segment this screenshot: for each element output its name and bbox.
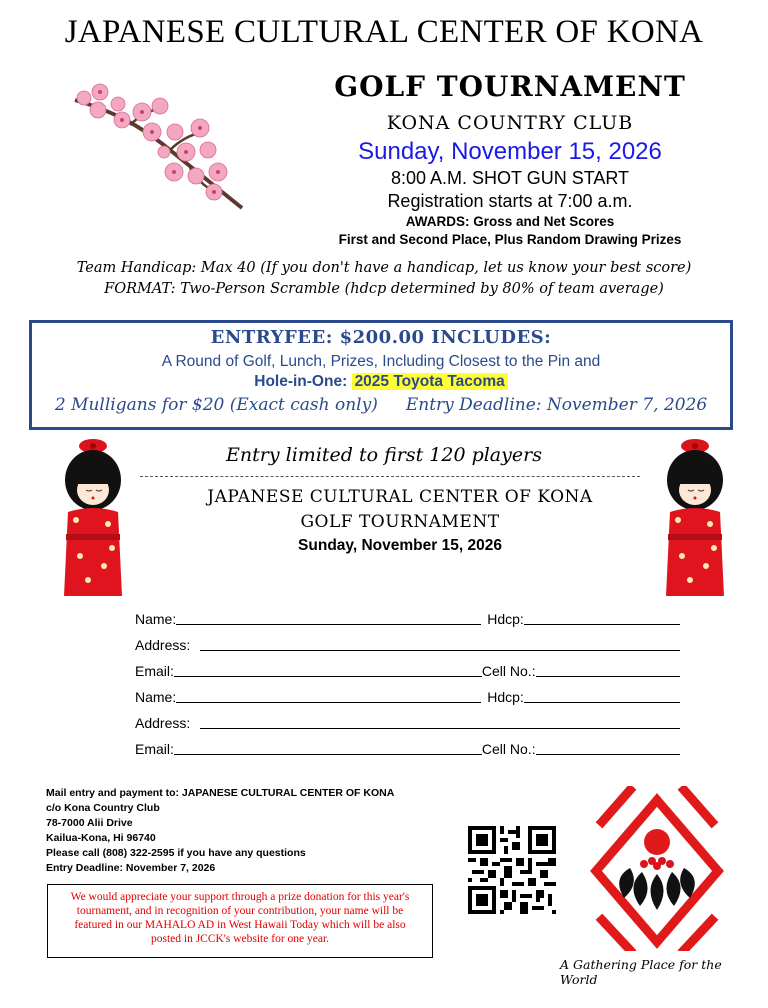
team-handicap: Team Handicap: Max 40 (If you don't have a handicap, let us know your best score) [76,260,692,276]
player2-hdcp-field[interactable] [524,688,680,703]
awards-detail: First and Second Place, Plus Random Drawing Prizes [338,232,682,247]
entry-fee-includes: A Round of Golf, Lunch, Prizes, Including Closest to the Pin and [161,353,601,370]
mail-line: c/o Kona Country Club [46,802,160,814]
entry-fee-title: ENTRYFEE: $200.00 INCLUDES: [210,327,552,348]
org-title: JAPANESE CULTURAL CENTER OF KONA [64,14,704,50]
jcck-logo-icon [582,786,732,951]
player1-address-field[interactable] [200,636,680,651]
mail-line: Kailua-Kona, Hi 96740 [46,832,156,844]
player2-address-row [135,709,680,731]
player1-hdcp-field[interactable] [524,610,680,625]
qr-code-icon[interactable] [468,826,556,914]
player2-name-field[interactable] [176,688,481,703]
event-title: GOLF TOURNAMENT [334,70,686,103]
player1-address-row [135,631,680,653]
cut-line [140,476,640,477]
mulligans-deadline [32,395,730,415]
email-label: Email: [135,741,174,757]
player2-name-row [135,683,680,705]
mail-info [46,786,395,876]
tagline: A Gathering Place for the World [560,957,722,987]
player2-email-row [135,735,680,757]
address-label: Address: [135,715,191,731]
form-org-title: JAPANESE CULTURAL CENTER OF KONA [207,487,593,507]
entry-deadline: Entry Deadline: November 7, 2026 [405,395,708,415]
cherry-blossom-icon [70,80,250,215]
kokeshi-doll-icon [58,438,128,600]
player1-name-row [135,605,680,627]
hole-in-one [32,373,730,391]
email-label: Email: [135,663,174,679]
donation-note: We would appreciate your support through a prize donation for this year's tournament, and in recognition of your contribution, your name will be featured in our MAHALO AD in West Hawaii Today which will be also posted in JCCK's website for one year. [47,884,433,958]
venue: KONA COUNTRY CLUB [386,112,634,134]
mail-line: 78-7000 Alii Drive [46,817,133,829]
event-date: Sunday, November 15, 2026 [358,138,662,165]
hole-in-one-prize: 2025 Toyota Tacoma [352,373,508,390]
entry-limit: Entry limited to first 120 players [226,444,542,466]
cell-label: Cell No.: [481,741,536,757]
player1-name-field[interactable] [176,610,481,625]
entry-fee-box [29,320,733,430]
mulligans: 2 Mulligans for $20 (Exact cash only) [54,395,378,415]
player1-cell-field[interactable] [536,662,680,677]
cell-label: Cell No.: [481,663,536,679]
form-event-title: GOLF TOURNAMENT [300,512,500,532]
address-label: Address: [135,637,191,653]
format: FORMAT: Two-Person Scramble (hdcp determined by 80% of team average) [104,281,664,297]
player1-email-row [135,657,680,679]
hdcp-label: Hdcp: [487,611,524,627]
player2-address-field[interactable] [200,714,680,729]
mail-line: Please call (808) 322-2595 if you have any questions [46,847,306,859]
player2-cell-field[interactable] [536,740,680,755]
hdcp-label: Hdcp: [487,689,524,705]
form-event-date: Sunday, November 15, 2026 [298,537,502,554]
player2-email-field[interactable] [174,740,482,755]
mail-line: Entry Deadline: November 7, 2026 [46,862,216,874]
registration-time: Registration starts at 7:00 a.m. [387,191,633,211]
player1-email-field[interactable] [174,662,482,677]
mail-line: Mail entry and payment to: JAPANESE CULTURAL CENTER OF KONA [46,787,395,799]
start-time: 8:00 A.M. SHOT GUN START [390,168,630,188]
kokeshi-doll-icon [660,438,730,600]
awards: AWARDS: Gross and Net Scores [405,214,615,229]
name-label: Name: [135,611,177,627]
name-label: Name: [135,689,177,705]
hole-in-one-label: Hole-in-One: [254,373,348,390]
